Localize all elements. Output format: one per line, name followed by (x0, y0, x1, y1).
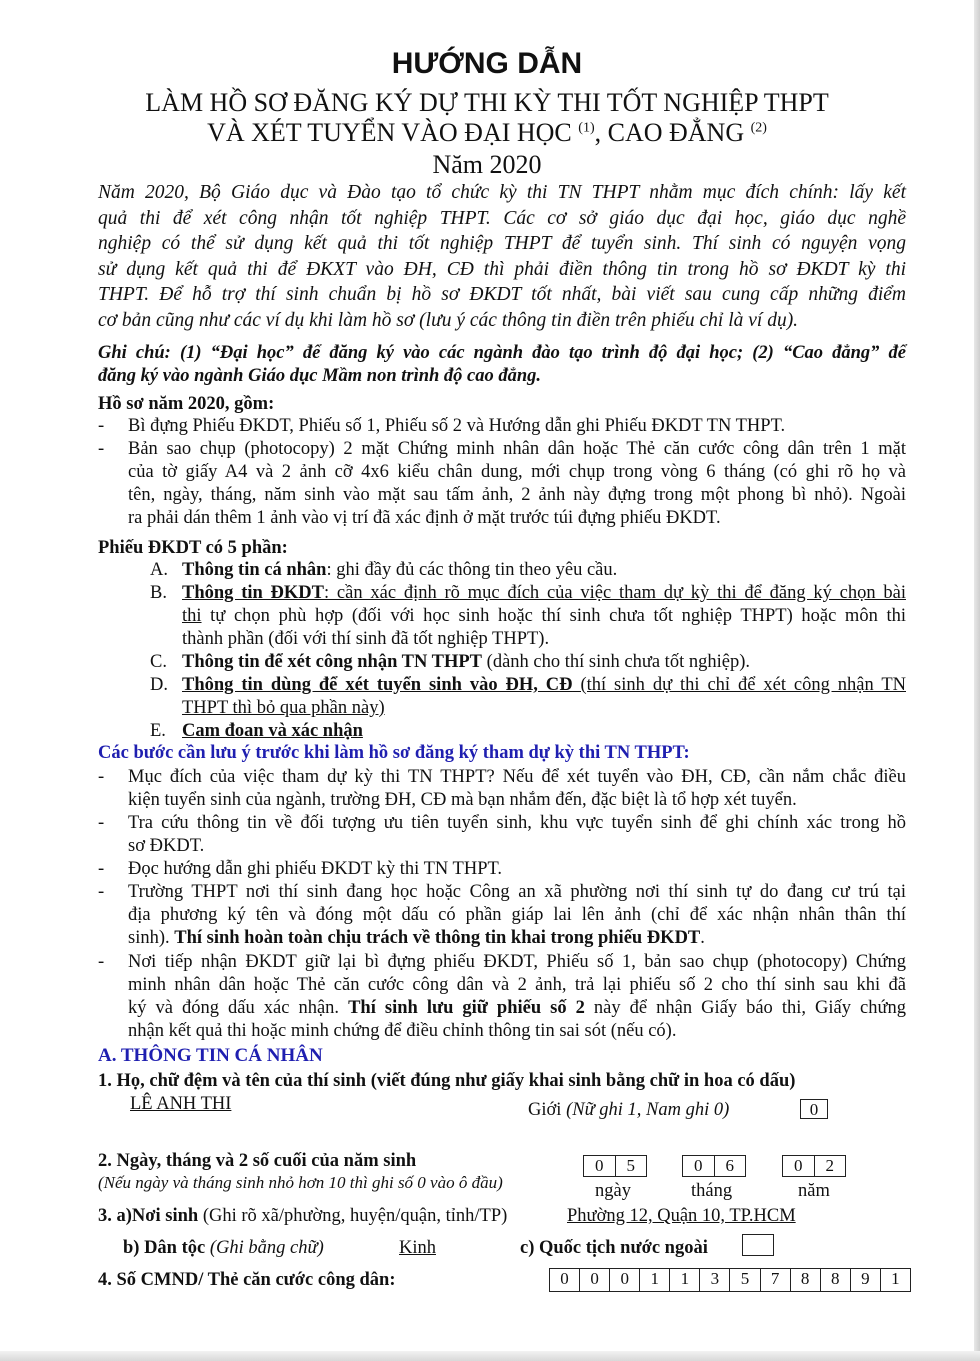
step-line: địa phương ký tên và đóng một dấu có phần giáp lai lên ảnh (chỉ để xác nhận nhân thân thí (128, 905, 906, 925)
foreign-nationality-box[interactable] (742, 1234, 774, 1256)
note-line: đăng ký vào ngành Giáo dục Mầm non trình độ cao đẳng. (98, 366, 542, 386)
footnote-mark-2: (2) (750, 120, 767, 136)
step-line: Tra cứu thông tin về đối tượng ưu tiên tuyển sinh, khu vực tuyển sinh để ghi chính xác trong hồ (128, 813, 906, 833)
step-line: sinh). (128, 928, 175, 948)
intro-line: nghiệp có thể sử dụng kết quả thi tốt nghiệp THPT để tuyển sinh. Thí sinh có nguyện vọng (98, 233, 906, 254)
part-a-title: Thông tin cá nhân (182, 560, 327, 580)
part-d-desc: (thí sinh dự thi chỉ để xét công nhận TN (572, 675, 906, 695)
step-line: . (700, 928, 705, 948)
day-boxes[interactable] (583, 1155, 647, 1177)
q3c-label: c) Quốc tịch nước ngoài (520, 1238, 708, 1258)
bullet: - (98, 416, 105, 436)
footnote-mark-1: (1) (578, 120, 595, 136)
bullet: - (98, 767, 105, 787)
step-line: minh nhân dân hoặc Thẻ căn cước công dân và 2 ảnh, trả lại phiếu số 2 cho thí sinh sau khi đã (128, 975, 906, 995)
step-line: sơ ĐKDT. (128, 836, 205, 856)
part-b-desc: thành phần (đối với thí sinh đã tốt nghiệp THPT). (182, 629, 550, 649)
digit-box[interactable]: 1 (891, 1269, 900, 1288)
part-b-desc: tự chọn phù hợp (đối với học sinh hoặc thí sinh chưa tốt nghiệp THPT) hoặc môn thi (201, 606, 906, 626)
steps-heading: Các bước cần lưu ý trước khi làm hồ sơ đăng ký tham dự kỳ thi TN THPT: (98, 743, 690, 763)
q4-label: 4. Số CMND/ Thẻ căn cước công dân: (98, 1270, 396, 1290)
part-b-title: Thông tin ĐKDT (182, 583, 325, 603)
gender-label-text: Giới (528, 1100, 562, 1120)
document-subtitle-line1: LÀM HỒ SƠ ĐĂNG KÝ DỰ THI KỲ THI TỐT NGHIỆP THPT (145, 88, 829, 117)
q1-label: 1. Họ, chữ đệm và tên của thí sinh (viết đúng như giấy khai sinh bằng chữ in hoa có dấu) (98, 1071, 796, 1091)
document-year: Năm 2020 (432, 150, 542, 179)
digit-box[interactable]: 0 (550, 1269, 580, 1291)
q3a-value[interactable]: Phường 12, Quận 10, TP.HCM (567, 1206, 796, 1226)
dossier-item-line: của tờ giấy A4 và 2 ảnh cỡ 4x6 kiểu chân dung, mới chụp trong vòng 6 tháng (có ghi rõ họ và (128, 462, 906, 482)
digit-box[interactable]: 0 (783, 1156, 815, 1176)
document-subtitle-line2 (0, 118, 974, 148)
id-number-boxes[interactable] (549, 1268, 911, 1292)
subtitle-part-a: VÀ XÉT TUYỂN VÀO ĐẠI HỌC (207, 118, 572, 147)
digit-box[interactable]: 5 (730, 1269, 760, 1291)
gender-box[interactable]: 0 (800, 1099, 828, 1119)
q3b-label (123, 1237, 324, 1260)
part-d-desc: THPT thì bỏ qua phần này) (182, 698, 385, 718)
digit-box[interactable]: 8 (791, 1269, 821, 1291)
intro-line: THPT. Để hỗ trợ thí sinh chuẩn bị hồ sơ ĐKDT tốt nhất, bài viết sau cung cấp những điểm (98, 284, 906, 305)
step-item (128, 951, 906, 1043)
dossier-item-line: Bản sao chụp (photocopy) 2 mặt Chứng minh nhân dân hoặc Thẻ căn cước công dân trên 1 mặt (128, 439, 906, 459)
bullet: - (98, 882, 105, 902)
step-line: nhận kết quả thi hoặc minh chứng để điều chỉnh thông tin sai sót (nếu có). (128, 1021, 677, 1041)
step-emphasis: Thí sinh hoàn toàn chịu trách về thông tin khai trong phiếu ĐKDT (174, 928, 701, 948)
step-item (128, 812, 906, 858)
q1-value[interactable]: LÊ ANH THI (130, 1094, 232, 1114)
digit-box[interactable]: 7 (761, 1269, 791, 1291)
step-item (128, 766, 906, 812)
q3b-hint: (Ghi bằng chữ) (205, 1238, 324, 1258)
year-label: năm (798, 1181, 830, 1201)
digit-box[interactable]: 3 (700, 1269, 730, 1291)
window-frame-right (974, 0, 980, 1361)
digit-box[interactable]: 1 (670, 1269, 700, 1291)
digit-box[interactable]: 0 (584, 1156, 616, 1176)
dossier-item-line: tên, ngày, tháng, năm sinh vào mặt sau tấm ảnh, 2 ảnh này đựng trong một phong bì nhỏ). Ngoài (128, 485, 906, 505)
part-letter: B. (150, 583, 167, 603)
step-line: ký và đóng dấu xác nhận. (128, 998, 349, 1018)
part-letter: A. (150, 560, 168, 580)
part-c-desc: (dành cho thí sinh chưa tốt nghiệp). (482, 652, 750, 672)
part-b-desc: : cần xác định rõ mục đích của việc tham dự kỳ thi để đăng ký chọn bài (324, 583, 906, 603)
part-a-desc: : ghi đầy đủ các thông tin theo yêu cầu. (326, 560, 618, 580)
bullet: - (98, 439, 105, 459)
digit-box[interactable]: 0 (580, 1269, 610, 1291)
step-line: Mục đích của việc tham dự kỳ thi TN THPT? Nếu để xét tuyển vào ĐH, CĐ, cần nắm chắc điều (128, 767, 906, 787)
part-b-desc: thi (182, 606, 202, 626)
subtitle-part-b: , CAO ĐẲNG (594, 118, 745, 147)
part-letter: D. (150, 675, 168, 695)
digit-box[interactable]: 0 (610, 1269, 640, 1291)
bullet: - (98, 952, 105, 972)
document-title: HƯỚNG DẪN (391, 47, 583, 80)
dossier-item-line: ra phải dán thêm 1 ảnh vào vị trí đã xác định ở mặt trước túi đựng phiếu ĐKDT. (128, 508, 721, 528)
q3a-hint: (Ghi rõ xã/phường, huyện/quận, tỉnh/TP) (198, 1206, 508, 1226)
dossier-item: Bì đựng Phiếu ĐKDT, Phiếu số 1, Phiếu số 2 và Hướng dẫn ghi Phiếu ĐKDT TN THPT. (128, 416, 786, 436)
q3a-label-text: 3. a)Nơi sinh (98, 1206, 199, 1226)
q3a-label (98, 1205, 507, 1228)
step-item: Đọc hướng dẫn ghi phiếu ĐKDT kỳ thi TN THPT. (128, 859, 503, 879)
digit-box[interactable]: 0 (683, 1156, 715, 1176)
note-line: Ghi chú: (1) “Đại học” để đăng ký vào các ngành đào tạo trình độ đại học; (2) “Cao đẳng” để (98, 343, 906, 363)
step-item (128, 881, 906, 950)
intro-line: quả thi để xét công nhận tốt nghiệp THPT. Các cơ sở giáo dục đại học, giáo dục nghề (98, 207, 906, 229)
step-line: Nơi tiếp nhận ĐKDT giữ lại bì đựng phiếu ĐKDT, Phiếu số 1, bản sao chụp (photocopy) Chứng (128, 952, 906, 972)
gender-label (528, 1099, 729, 1122)
digit-box[interactable]: 9 (851, 1269, 881, 1291)
q2-label: 2. Ngày, tháng và 2 số cuối của năm sinh (98, 1151, 417, 1171)
intro-line: Năm 2020, Bộ Giáo dục và Đào tạo tổ chức kỳ thi TN THPT nhằm mục đích chính: lấy kết (98, 182, 906, 203)
parts-heading: Phiếu ĐKDT có 5 phần: (98, 538, 288, 558)
digit-box[interactable]: 1 (640, 1269, 670, 1291)
intro-line: cơ bản cũng như các ví dụ khi làm hồ sơ (lưu ý các thông tin điền trên phiếu chỉ là ví dụ). (98, 309, 799, 331)
step-line: Trường THPT nơi thí sinh đang học hoặc Công an xã phường nơi thí sinh tự do đang cư trú tại (128, 882, 906, 902)
digit-box[interactable]: 2 (825, 1156, 834, 1175)
bullet: - (98, 859, 105, 879)
dossier-heading: Hồ sơ năm 2020, gồm: (98, 394, 275, 414)
step-line: này để nhận Giấy báo thi, Giấy chứng (584, 998, 906, 1018)
intro-paragraph (98, 180, 906, 333)
digit-box[interactable]: 5 (626, 1156, 635, 1175)
note-block (98, 342, 906, 388)
part-e-title: Cam đoan và xác nhận (182, 721, 363, 741)
year-boxes[interactable] (782, 1155, 846, 1177)
intro-line: sử dụng kết quả thi để ĐKXT vào ĐH, CĐ thì phải điền thông tin trong hồ sơ ĐKDT kỳ thi (98, 258, 906, 280)
q3b-value[interactable]: Kinh (399, 1238, 436, 1258)
part-d-title: Thông tin dùng để xét tuyển sinh vào ĐH, CĐ (182, 675, 573, 695)
part-b (182, 582, 906, 651)
digit-box[interactable]: 8 (821, 1269, 851, 1291)
q2-hint: (Nếu ngày và tháng sinh nhỏ hơn 10 thì ghi số 0 vào ô đầu) (98, 1173, 503, 1192)
part-letter: C. (150, 652, 167, 672)
part-letter: E. (150, 721, 166, 741)
month-boxes[interactable] (682, 1155, 746, 1177)
step-line: kiện tuyển sinh của ngành, trường ĐH, CĐ mà bạn nhắm đến, đặc biệt là tổ hợp xét tuyển. (128, 790, 797, 810)
window-frame-bottom (0, 1351, 980, 1361)
part-d (182, 674, 906, 720)
gender-hint: (Nữ ghi 1, Nam ghi 0) (566, 1100, 730, 1120)
q3b-label-text: b) Dân tộc (123, 1238, 206, 1258)
part-c-title: Thông tin để xét công nhận TN THPT (182, 652, 483, 672)
dossier-item (128, 438, 906, 530)
step-emphasis: Thí sinh lưu giữ phiếu số 2 (348, 998, 585, 1018)
part-a (182, 559, 617, 582)
section-title: A. THÔNG TIN CÁ NHÂN (98, 1045, 323, 1066)
digit-box[interactable]: 6 (725, 1156, 734, 1175)
day-label: ngày (595, 1181, 631, 1201)
part-c (182, 651, 750, 674)
month-label: tháng (691, 1181, 733, 1201)
bullet: - (98, 813, 105, 833)
